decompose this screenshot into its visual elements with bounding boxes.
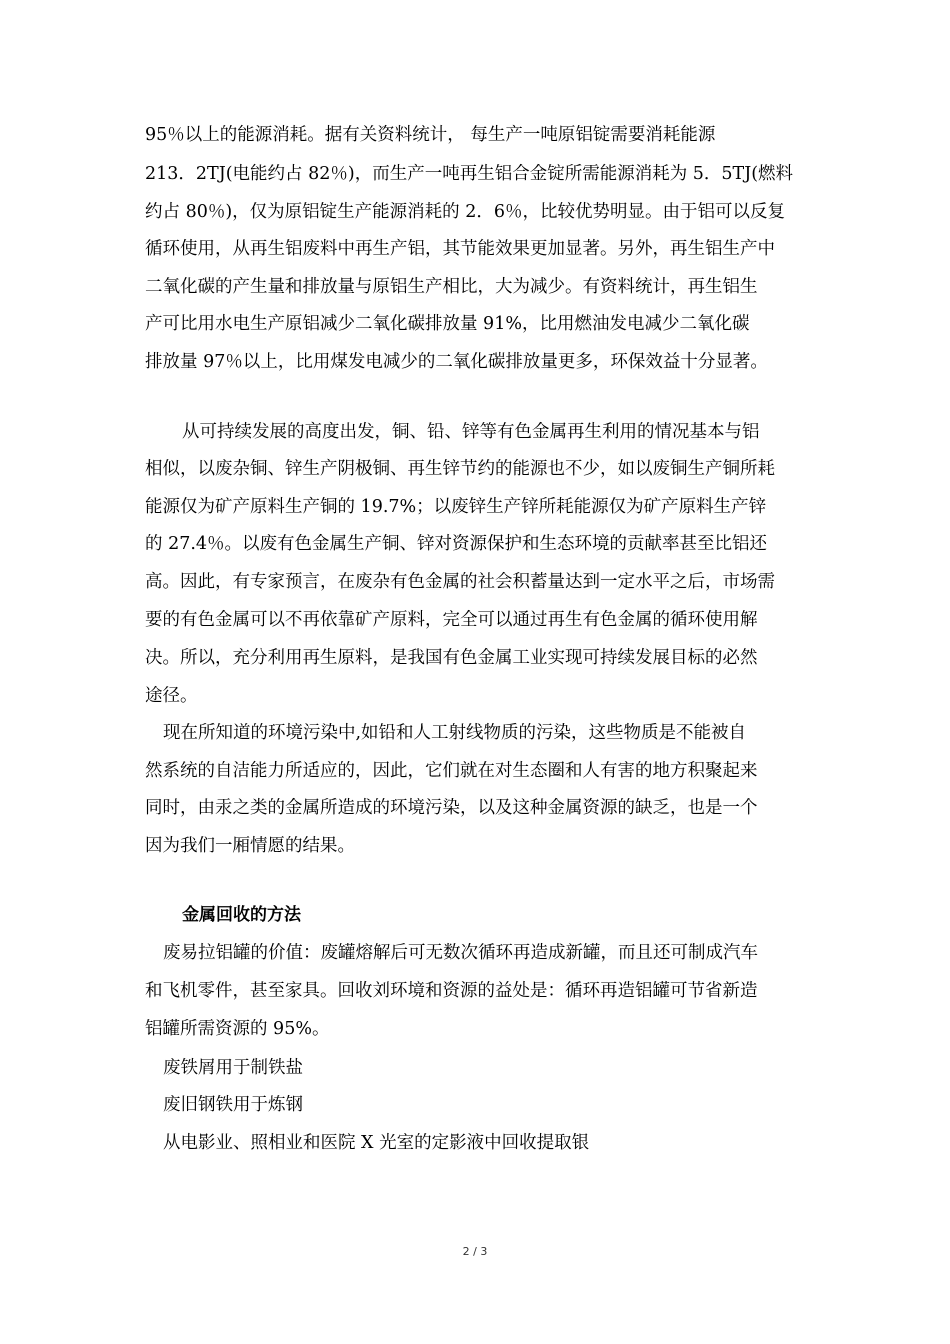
section-heading: 金属回收的方法 [182, 905, 301, 925]
text-line: 相似，以废杂铜、锌生产阴极铜、再生锌节约的能源也不少，如以废铜生产铜所耗 [145, 459, 775, 479]
text-line: 然系统的自洁能力所适应的，因此，它们就在对生态圈和人有害的地方积聚起来 [145, 761, 758, 781]
list-item: 废旧钢铁用于炼钢 [163, 1095, 303, 1115]
list-item: 从电影业、照相业和医院 X 光室的定影液中回收提取银 [163, 1133, 590, 1153]
text-line: 约占 80％)，仅为原铝锭生产能源消耗的 2．6％，比较优势明显。由于铝可以反复 [145, 202, 785, 222]
text-line: 因为我们一厢情愿的结果。 [145, 836, 355, 856]
text-line: 循环使用，从再生铝废料中再生产铝，其节能效果更加显著。另外，再生铝生产中 [145, 239, 775, 259]
text-line: 同时，由汞之类的金属所造成的环境污染，以及这种金属资源的缺乏，也是一个 [145, 798, 758, 818]
text-line: 从可持续发展的高度出发，铜、铅、锌等有色金属再生利用的情况基本与铝 [182, 422, 760, 442]
text-line: 途径。 [145, 686, 198, 706]
text-line: 高。因此，有专家预言，在废杂有色金属的社会积蓄量达到一定水平之后，市场需 [145, 572, 775, 592]
text-line: 的 27.4％。以废有色金属生产铜、锌对资源保护和生态环境的贡献率甚至比铝还 [145, 534, 768, 554]
text-line: 现在所知道的环境污染中,如铅和人工射线物质的污染，这些物质是不能被自 [163, 723, 747, 743]
text-line: 排放量 97％以上，比用煤发电减少的二氧化碳排放量更多，环保效益十分显著。 [145, 352, 768, 372]
text-line: 二氧化碳的产生量和排放量与原铝生产相比，大为减少。有资料统计，再生铝生 [145, 277, 758, 297]
page-number: 2 / 3 [462, 1245, 488, 1258]
text-line: 决。所以，充分利用再生原料，是我国有色金属工业实现可持续发展目标的必然 [145, 648, 758, 668]
text-line: 产可比用水电生产原铝减少二氧化碳排放量 91%，比用燃油发电减少二氧化碳 [145, 314, 750, 334]
text-line: 能源仅为矿产原料生产铜的 19.7%；以废锌生产锌所耗能源仅为矿产原料生产锌 [145, 497, 767, 517]
text-line: 废易拉铝罐的价值：废罐熔解后可无数次循环再造成新罐，而且还可制成汽车 [163, 943, 758, 963]
text-line: 213．2TJ(电能约占 82％)，而生产一吨再生铝合金锭所需能源消耗为 5．5TJ(燃料 [145, 164, 794, 184]
list-item: 废铁屑用于制铁盐 [163, 1058, 303, 1078]
text-line: 95％以上的能源消耗。据有关资料统计， 每生产一吨原铝锭需要消耗能源 [145, 125, 716, 145]
text-line: 和飞机零件，甚至家具。回收刘环境和资源的益处是：循环再造铝罐可节省新造 [145, 981, 758, 1001]
text-line: 铝罐所需资源的 95%。 [145, 1019, 330, 1039]
text-line: 要的有色金属可以不再依靠矿产原料，完全可以通过再生有色金属的循环使用解 [145, 610, 758, 630]
